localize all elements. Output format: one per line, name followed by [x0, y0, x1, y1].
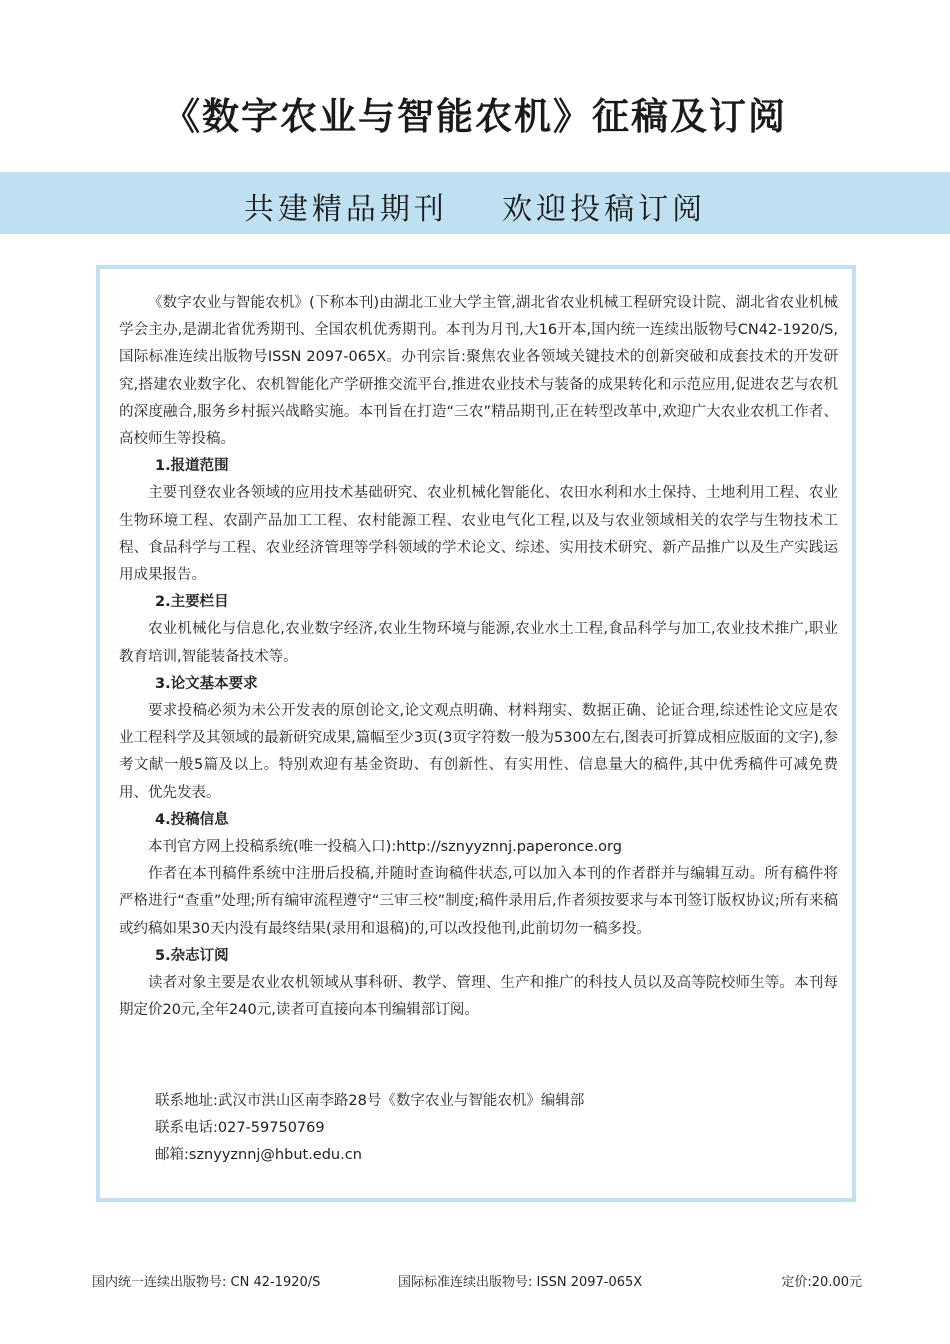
submission-url-paragraph: 本刊官方网上投稿系统(唯一投稿入口):http://sznyyznnj.paperonce.org — [148, 839, 622, 856]
footer-price: 定价:20.00元 — [781, 1275, 862, 1290]
slogan-text: 共建精品期刊 欢迎投稿订阅 — [243, 192, 707, 227]
section-heading: 1.报道范围 — [155, 458, 229, 475]
slogan-banner — [0, 172, 950, 234]
contact-phone: 联系电话:027-59750769 — [155, 1120, 325, 1137]
page-title: 《数字农业与智能农机》征稿及订阅 — [163, 94, 787, 138]
footer — [0, 1271, 950, 1293]
section-heading: 3.论文基本要求 — [155, 675, 258, 692]
section-heading: 4.投稿信息 — [155, 811, 229, 828]
section-paragraph: 作者在本刊稿件系统中注册后投稿,并随时查询稿件状态,可以加入本刊的作者群并与编辑互动。所有稿件将严格进行“查重”处理;所有编审流程遵守“三审三校”制度;稿件录用后,作者须按要求与本刊签订版权协议;所有来稿或约稿如果30天内没有最终结果(录用和退稿)的,可以改投他刊,此前切勿一稿多投。 — [119, 866, 838, 937]
footer-issn-number: 国际标准连续出版物号: ISSN 2097-065X — [398, 1275, 643, 1290]
section-paragraph: 主要刊登农业各领域的应用技术基础研究、农业机械化智能化、农田水利和水土保持、土地利用工程、农业生物环境工程、农副产品加工工程、农村能源工程、农业电气化工程,以及与农业领域相关的农学与生物技术工程、食品科学与工程、农业经济管理等学科领域的学术论文、综述、实用技术研究、新产品推广以及生产实践运用成果报告。 — [119, 485, 838, 584]
contact-email: 邮箱:sznyyznnj@hbut.edu.cn — [155, 1147, 362, 1164]
article-body — [119, 290, 838, 1024]
section-paragraph: 读者对象主要是农业农机领域从事科研、教学、管理、生产和推广的科技人员以及高等院校师生等。本刊每期定价20元,全年240元,读者可直接向本刊编辑部订阅。 — [119, 975, 838, 1019]
section-heading: 5.杂志订阅 — [155, 947, 229, 964]
section-paragraph: 农业机械化与信息化,农业数字经济,农业生物环境与能源,农业水土工程,食品科学与加工,农业技术推广,职业教育培训,智能装备技术等。 — [119, 621, 838, 665]
contact-address: 联系地址:武汉市洪山区南李路28号《数字农业与智能农机》编辑部 — [155, 1093, 585, 1109]
contact-block — [155, 1088, 835, 1170]
section-paragraph: 要求投稿必须为未公开发表的原创论文,论文观点明确、材料翔实、数据正确、论证合理,综述性论文应是农业工程科学及其领域的最新研究成果,篇幅至少3页(3页字符数一般为5300左右,图表可折算成相应版面的文字),参考文献一般5篇及以上。特别欢迎有基金资助、有创新性、有实用性、信息量大的稿件,其中优秀稿件可减免费用、优先发表。 — [119, 703, 838, 801]
section-heading: 2.主要栏目 — [155, 594, 229, 611]
footer-cn-number: 国内统一连续出版物号: CN 42-1920/S — [92, 1275, 321, 1290]
intro-paragraph: 《数字农业与智能农机》(下称本刊)由湖北工业大学主管,湖北省农业机械工程研究设计院、湖北省农业机械学会主办,是湖北省优秀期刊、全国农机优秀期刊。本刊为月刊,大16开本,国内统一连续出版物号CN42-1920/S,国际标准连续出版物号ISSN 2097-065X。办刊宗旨:聚焦农业各领域关键技术的创新突破和成套技术的开发研究,搭建农业数字化、农机智能化产学研推交流平台,推进农业技术与装备的成果转化和示范应用,促进农艺与农机的深度融合,服务乡村振兴战略实施。本刊旨在打造“三农”精品期刊,正在转型改革中,欢迎广大农业农机工作者、高校师生等投稿。 — [119, 295, 838, 448]
